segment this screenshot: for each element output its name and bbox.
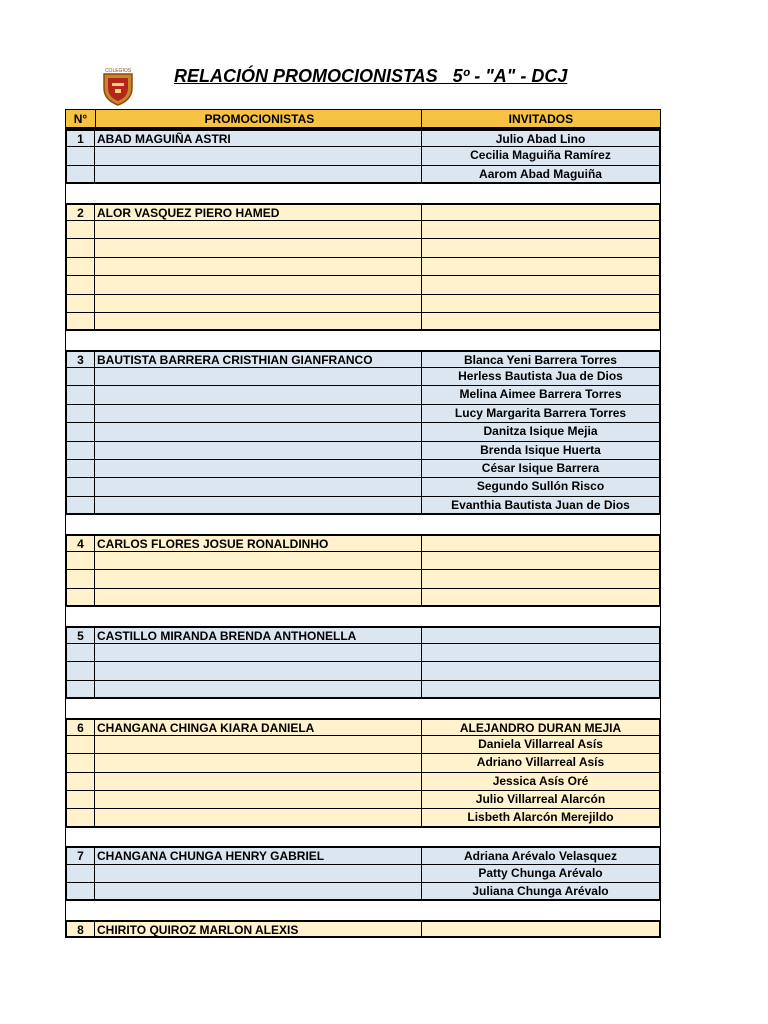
promocionista-name bbox=[95, 368, 422, 385]
table-row bbox=[65, 570, 661, 588]
table-row bbox=[65, 791, 661, 809]
row-number bbox=[65, 368, 95, 385]
table-row bbox=[65, 718, 661, 736]
row-number: 2 bbox=[65, 205, 95, 220]
table-row bbox=[65, 662, 661, 680]
table-row bbox=[65, 203, 661, 221]
invitado-name bbox=[422, 552, 661, 569]
row-number: 7 bbox=[65, 848, 95, 863]
table-row bbox=[65, 736, 661, 754]
invitado-name: Evanthia Bautista Juan de Dios bbox=[422, 497, 661, 513]
promocionista-name bbox=[95, 295, 422, 312]
table-row bbox=[65, 221, 661, 239]
table-row bbox=[65, 295, 661, 313]
invitado-name bbox=[422, 205, 661, 220]
promocionista-name: ABAD MAGUIÑA ASTRI bbox=[95, 131, 422, 146]
invitado-name bbox=[422, 239, 661, 256]
row-number bbox=[65, 681, 95, 697]
promocionista-name bbox=[95, 460, 422, 477]
table-row bbox=[65, 644, 661, 662]
row-number bbox=[65, 295, 95, 312]
promocionista-name bbox=[95, 386, 422, 403]
invitado-name bbox=[422, 313, 661, 329]
table-row bbox=[65, 313, 661, 331]
invitado-name bbox=[422, 922, 661, 936]
promocionista-name bbox=[95, 552, 422, 569]
row-number bbox=[65, 221, 95, 238]
table-row bbox=[65, 460, 661, 478]
row-number bbox=[65, 662, 95, 679]
table-row bbox=[65, 478, 661, 496]
invitado-name bbox=[422, 258, 661, 275]
table-row bbox=[65, 129, 661, 147]
table-row bbox=[65, 423, 661, 441]
table-row bbox=[65, 589, 661, 607]
row-number bbox=[65, 644, 95, 661]
promocionista-name bbox=[95, 791, 422, 808]
invitado-name bbox=[422, 536, 661, 551]
table-row bbox=[65, 681, 661, 699]
promocionista-name: BAUTISTA BARRERA CRISTHIAN GIANFRANCO bbox=[95, 352, 422, 367]
promocionista-name bbox=[95, 478, 422, 495]
row-number bbox=[65, 865, 95, 882]
invitado-name: ALEJANDRO DURAN MEJIA bbox=[422, 720, 661, 735]
table-row bbox=[65, 350, 661, 368]
row-number bbox=[65, 258, 95, 275]
table-row bbox=[65, 405, 661, 423]
row-number: 4 bbox=[65, 536, 95, 551]
logo-text: COLEGIOS bbox=[104, 68, 132, 74]
promocionista-name bbox=[95, 497, 422, 513]
invitado-name bbox=[422, 295, 661, 312]
row-number bbox=[65, 570, 95, 587]
row-number: 5 bbox=[65, 628, 95, 643]
promocionista-name bbox=[95, 736, 422, 753]
table-row bbox=[65, 809, 661, 827]
invitado-name bbox=[422, 570, 661, 587]
table-row bbox=[65, 534, 661, 552]
invitado-name: Julio Abad Lino bbox=[422, 131, 661, 146]
header-num: N° bbox=[66, 110, 96, 127]
invitado-name: Aarom Abad Maguiña bbox=[422, 166, 661, 182]
row-number bbox=[65, 166, 95, 182]
row-number bbox=[65, 552, 95, 569]
table-header-row bbox=[65, 109, 661, 129]
promocionista-name bbox=[95, 423, 422, 440]
table-row bbox=[65, 754, 661, 772]
table-row bbox=[65, 773, 661, 791]
table-row bbox=[65, 276, 661, 294]
row-number bbox=[65, 276, 95, 293]
invitado-name: Herless Bautista Jua de Dios bbox=[422, 368, 661, 385]
table-row bbox=[65, 147, 661, 165]
row-number bbox=[65, 313, 95, 329]
invitado-name bbox=[422, 628, 661, 643]
table-row bbox=[65, 239, 661, 257]
promocionista-name bbox=[95, 442, 422, 459]
row-number bbox=[65, 460, 95, 477]
table-row bbox=[65, 258, 661, 276]
row-number bbox=[65, 754, 95, 771]
table-row bbox=[65, 497, 661, 515]
document-title: RELACIÓN PROMOCIONISTAS 5º - "A" - DCJ bbox=[174, 66, 568, 86]
invitado-name bbox=[422, 644, 661, 661]
row-number bbox=[65, 791, 95, 808]
group-spacer bbox=[65, 828, 661, 846]
group-spacer bbox=[65, 901, 661, 919]
row-number: 8 bbox=[65, 922, 95, 936]
table-row bbox=[65, 166, 661, 184]
row-number bbox=[65, 386, 95, 403]
invitado-name: Julio Villarreal Alarcón bbox=[422, 791, 661, 808]
row-number bbox=[65, 773, 95, 790]
promocionista-name bbox=[95, 773, 422, 790]
promocionista-name bbox=[95, 754, 422, 771]
table-row bbox=[65, 386, 661, 404]
promocionista-name bbox=[95, 883, 422, 899]
invitado-name: Blanca Yeni Barrera Torres bbox=[422, 352, 661, 367]
row-number bbox=[65, 497, 95, 513]
promocionista-name: CARLOS FLORES JOSUE RONALDINHO bbox=[95, 536, 422, 551]
promocionista-name bbox=[95, 405, 422, 422]
header-invitados: INVITADOS bbox=[508, 112, 574, 126]
school-logo bbox=[98, 66, 138, 106]
group-spacer bbox=[65, 607, 661, 625]
row-number bbox=[65, 736, 95, 753]
invitado-name: César Isique Barrera bbox=[422, 460, 661, 477]
row-number bbox=[65, 809, 95, 825]
promocionista-name bbox=[95, 313, 422, 329]
promocionista-name: CHANGANA CHINGA KIARA DANIELA bbox=[95, 720, 422, 735]
promocionista-name bbox=[95, 276, 422, 293]
table-row bbox=[65, 626, 661, 644]
promocionista-name: CHANGANA CHUNGA HENRY GABRIEL bbox=[95, 848, 422, 863]
table-row bbox=[65, 920, 661, 938]
invitado-name: Adriano Villarreal Asís bbox=[422, 754, 661, 771]
invitado-name bbox=[422, 662, 661, 679]
row-number bbox=[65, 478, 95, 495]
invitado-name: Segundo Sullón Risco bbox=[422, 478, 661, 495]
group-spacer bbox=[65, 184, 661, 202]
header-promocionistas: PROMOCIONISTAS bbox=[96, 110, 422, 127]
table-row bbox=[65, 368, 661, 386]
invitado-name bbox=[422, 221, 661, 238]
row-number bbox=[65, 239, 95, 256]
row-number: 6 bbox=[65, 720, 95, 735]
row-number bbox=[65, 883, 95, 899]
row-number bbox=[65, 423, 95, 440]
row-number bbox=[65, 442, 95, 459]
promocionista-name bbox=[95, 239, 422, 256]
row-number bbox=[65, 589, 95, 605]
promocionistas-table bbox=[65, 109, 661, 938]
invitado-name bbox=[422, 276, 661, 293]
invitado-name: Lucy Margarita Barrera Torres bbox=[422, 405, 661, 422]
invitado-name: Daniela Villarreal Asís bbox=[422, 736, 661, 753]
promocionista-name: ALOR VASQUEZ PIERO HAMED bbox=[95, 205, 422, 220]
invitado-name: Lisbeth Alarcón Merejildo bbox=[422, 809, 661, 825]
promocionista-name bbox=[95, 589, 422, 605]
table-row bbox=[65, 442, 661, 460]
promocionista-name bbox=[95, 662, 422, 679]
invitado-name: Adriana Arévalo Velasquez bbox=[422, 848, 661, 863]
invitado-name: Melina Aimee Barrera Torres bbox=[422, 386, 661, 403]
invitado-name: Jessica Asís Oré bbox=[422, 773, 661, 790]
invitado-name: Patty Chunga Arévalo bbox=[422, 865, 661, 882]
row-number bbox=[65, 147, 95, 164]
table-row bbox=[65, 552, 661, 570]
group-spacer bbox=[65, 331, 661, 349]
promocionista-name bbox=[95, 865, 422, 882]
table-row bbox=[65, 883, 661, 901]
promocionista-name bbox=[95, 570, 422, 587]
invitado-name bbox=[422, 681, 661, 697]
invitado-name: Brenda Isique Huerta bbox=[422, 442, 661, 459]
promocionista-name: CHIRITO QUIROZ MARLON ALEXIS bbox=[95, 922, 422, 936]
promocionista-name bbox=[95, 809, 422, 825]
invitado-name: Cecilia Maguiña Ramírez bbox=[422, 147, 661, 164]
promocionista-name: CASTILLO MIRANDA BRENDA ANTHONELLA bbox=[95, 628, 422, 643]
table-row bbox=[65, 846, 661, 864]
group-spacer bbox=[65, 699, 661, 717]
group-spacer bbox=[65, 515, 661, 533]
promocionista-name bbox=[95, 258, 422, 275]
invitado-name: Juliana Chunga Arévalo bbox=[422, 883, 661, 899]
table-row bbox=[65, 865, 661, 883]
promocionista-name bbox=[95, 681, 422, 697]
row-number: 3 bbox=[65, 352, 95, 367]
invitado-name bbox=[422, 589, 661, 605]
row-number: 1 bbox=[65, 131, 95, 146]
promocionista-name bbox=[95, 221, 422, 238]
promocionista-name bbox=[95, 147, 422, 164]
row-number bbox=[65, 405, 95, 422]
promocionista-name bbox=[95, 166, 422, 182]
promocionista-name bbox=[95, 644, 422, 661]
invitado-name: Danitza Isique Mejia bbox=[422, 423, 661, 440]
